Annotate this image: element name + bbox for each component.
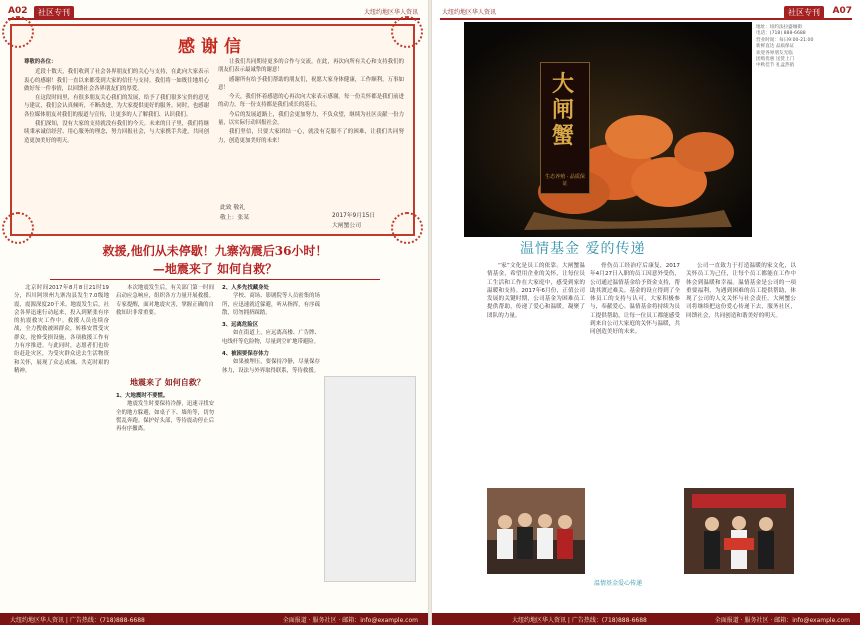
ad-line: 中秋佳节 礼盒热销 xyxy=(756,63,795,69)
letter-body-left xyxy=(24,58,209,228)
letter-date: 2017年9月15日 xyxy=(332,213,376,219)
award-photo xyxy=(684,488,794,574)
letter-body-right xyxy=(218,58,404,198)
ad-line: 新鲜直达 品质保证 xyxy=(756,44,795,50)
footer-right-text: 全面报道 · 服务社区 · 邮箱：info@example.com xyxy=(714,617,850,624)
letter-paragraph: 今天，我们怀着感恩的心再次向大家表示感谢。每一份关怀都是我们前进的动力，每一份支持都是我们成长的基石。 xyxy=(218,94,404,109)
ad-line: 地址：纽约法拉盛缅街 xyxy=(756,25,802,30)
product-tagline: 生态养殖 · 品质保证 xyxy=(545,174,585,187)
headline-rule xyxy=(50,279,380,280)
ad-line: 电话：(718) 888-6688 xyxy=(756,31,806,37)
header-rule xyxy=(440,18,852,20)
news-column-2 xyxy=(116,392,214,580)
letter-title: 感谢信 xyxy=(178,37,247,57)
tip-text: 学校、商场、影剧院等人员密集的场所，应迅速就近躲避，听从指挥，有序疏散，切勿拥挤踩踏。 xyxy=(222,293,320,316)
footer-right-text: 全面报道 · 服务社区 · 邮箱：info@example.com xyxy=(282,617,418,624)
letter-paragraph: 在这段时间里，有很多朋友关心我们的发展，给予了我们很多宝贵的意见与建议，我们会认真倾听，不断改进，为大家提供更好的服务。同时，也感谢各位媒体朋友对我们的报道与宣传，让更多的人了解我们、认识我们。 xyxy=(24,95,209,118)
tip-heading: 1、大地震时不要慌。 xyxy=(116,393,169,399)
news-paragraph: 本次地震发生后，有关部门第一时间启动应急响应，组织各方力量开展救援。专家提醒，面对地震灾害，掌握正确的自救知识非常重要。 xyxy=(116,285,214,316)
news-column-1 xyxy=(14,284,109,580)
crab-product-photo xyxy=(464,22,752,237)
feature-column-2 xyxy=(590,262,680,574)
letter-paragraph: 让我们共同期待更多的合作与交流。在此，再次向所有关心和支持我们的朋友们表示最诚挚的谢意！ xyxy=(218,59,404,74)
ad-line: 团购优惠 送货上门 xyxy=(756,57,795,63)
news-column-3 xyxy=(222,284,320,580)
header-rule xyxy=(8,18,420,20)
feature-paragraph: 公司一直致力于打造温暖的家文化，以关怀员工为己任，让每个员工都能在工作中体会到温暖和幸福。温情基金是公司的一项重要福利，为遇到困难的员工提供帮助，体现了公司的人文关怀与社会责任。大闸蟹公司将继续把这份爱心传递下去，服务社区，回馈社会，共同创造和谐美好的明天。 xyxy=(686,263,796,319)
tip-heading: 4、被困要保存体力 xyxy=(222,351,269,358)
letter-paragraph: 感谢所有给予我们帮助的朋友们，祝愿大家身体健康，工作顺利，万事如意！ xyxy=(218,76,404,91)
section-tag: 社区专刊 xyxy=(784,6,824,19)
news-subhead: 地震来了 如何自救？ xyxy=(130,377,205,387)
letter-company: 大闸蟹公司 xyxy=(332,223,361,229)
page-number: A02 xyxy=(8,6,28,16)
letter-closing: 此致 敬礼 xyxy=(220,205,246,211)
left-header xyxy=(0,0,428,22)
feature-column-3 xyxy=(686,262,796,484)
right-footer xyxy=(432,613,860,625)
news-headline-block xyxy=(20,242,410,280)
ad-line: 营业时间：每日9:00-21:00 xyxy=(756,37,814,43)
corner-ornament xyxy=(391,212,423,244)
news-subheadline: —地震来了 如何自救？ xyxy=(152,262,278,276)
photo-caption: 温情基金爱心传递 xyxy=(594,580,643,587)
letter-paragraph: 我们深知，没有大家的支持就没有我们的今天。未来的日子里，我们将继续秉承诚信经营、用心服务的理念，努力回报社会，与大家携手共进，共同创造更加美好的明天。 xyxy=(24,121,209,144)
product-title: 大闸蟹 xyxy=(551,71,574,149)
sidebar-box xyxy=(324,376,416,582)
group-photo-graphic xyxy=(487,488,585,574)
running-head: 大纽约地区华人资讯 xyxy=(363,9,418,16)
ad-line: 欢迎各界朋友光临 xyxy=(756,50,793,56)
letter-paragraph: 近段十数天，我们收到了社会各界朋友们的关心与支持，在此向大家表示衷心的感谢！我们一直以来都受到大家的信任与支持，我们将一如既往地用心做好每一件事情，以回馈社会各界朋友们的厚爱。 xyxy=(24,69,209,92)
tip-text: 如在街道上，应远离高楼、广告牌、电线杆等危险物，尽量到空旷地带避险。 xyxy=(222,330,320,345)
product-title-board xyxy=(540,62,590,194)
staff-group-photo xyxy=(487,488,585,574)
tip-text: 如果被埋压，要保持冷静，尽量保存体力，设法与外界取得联系，等待救援。 xyxy=(222,359,320,374)
ad-sidebar xyxy=(753,22,836,237)
tip-heading: 3、远离危险区 xyxy=(222,322,259,329)
feature-title: 温情基金 爱的传递 xyxy=(520,241,646,257)
news-headline: 救援,他们从未停歇！九寨沟震后36小时！ xyxy=(102,244,328,258)
feature-paragraph: “家”文化是员工的依靠。大闸蟹温情基金，希望用企业的关怀，让每位员工生活和工作在大家庭中，感受到家的温暖和支持。2017年6月份，正值公司发展的关键时期，公司基金为困难员工提供帮助，传递了爱心和温暖，凝聚了团队的力量。 xyxy=(487,263,585,319)
letter-signer: 敬上：张某 xyxy=(220,215,249,221)
ad-list xyxy=(753,22,836,73)
tip-text: 地震发生时要保持冷静，迅速寻找安全的地方躲避，如桌子下、墙角等，切勿慌乱奔跑。保护好头部，等待震动停止后再有序撤离。 xyxy=(116,401,214,433)
section-tag: 社区专刊 xyxy=(34,6,74,19)
tip-heading: 2、人多先找藏身处 xyxy=(222,285,269,291)
letter-paragraph: 我们坚信，只要大家团结一心，就没有克服不了的困难，让我们共同努力，创造更加美好的未来！ xyxy=(218,129,404,144)
letter-greeting: 尊敬的各位： xyxy=(24,59,57,65)
left-footer xyxy=(0,613,428,625)
feature-paragraph: 骨伤员工经治疗后康复，2017年4月27日入职的员工因意外受伤，公司通过温情基金给予资金支持，帮助其渡过难关。基金的设立得到了全体员工的支持与认可，大家积极参与，奉献爱心。温情基金将持续为员工提供帮助，让每一位员工都能感受到来自公司大家庭的关怀与温暖，共同创造美好的未来。 xyxy=(590,263,680,336)
news-paragraph: 北京时间2017年8月8日21时19分，四川阿坝州九寨沟县发生7.0级地震，震源深度20千米。地震发生后，社会各界迅速行动起来，投入到紧张有序的抗震救灾工作中。救援人员连续奋战，全力搜救被困群众，转移安置受灾群众，抢修受损设施，各项救援工作有力有序推进。与此同时，志愿者们也纷纷赶赴灾区，为受灾群众送去生活物资和关怀，展现了众志成城、共克时艰的精神。 xyxy=(14,285,109,374)
thank-you-letter xyxy=(10,24,415,236)
left-page xyxy=(0,0,428,625)
award-photo-graphic xyxy=(684,488,794,574)
page-number: A07 xyxy=(832,6,852,16)
running-head: 大纽约地区华人资讯 xyxy=(442,9,497,16)
footer-left-text: 大纽约地区华人资讯 | 广告热线：(718)888-6688 xyxy=(10,617,145,624)
footer-left-text: 大纽约地区华人资讯 | 广告热线：(718)888-6688 xyxy=(512,617,647,624)
right-header xyxy=(432,0,860,22)
letter-paragraph: 今后的发展道路上，我们会更加努力，不负众望，继续为社区贡献一份力量，以实际行动回报社会。 xyxy=(218,111,404,127)
news-column-2-intro xyxy=(116,284,214,374)
crab-illustration xyxy=(464,22,752,237)
feature-column-1 xyxy=(487,262,585,484)
